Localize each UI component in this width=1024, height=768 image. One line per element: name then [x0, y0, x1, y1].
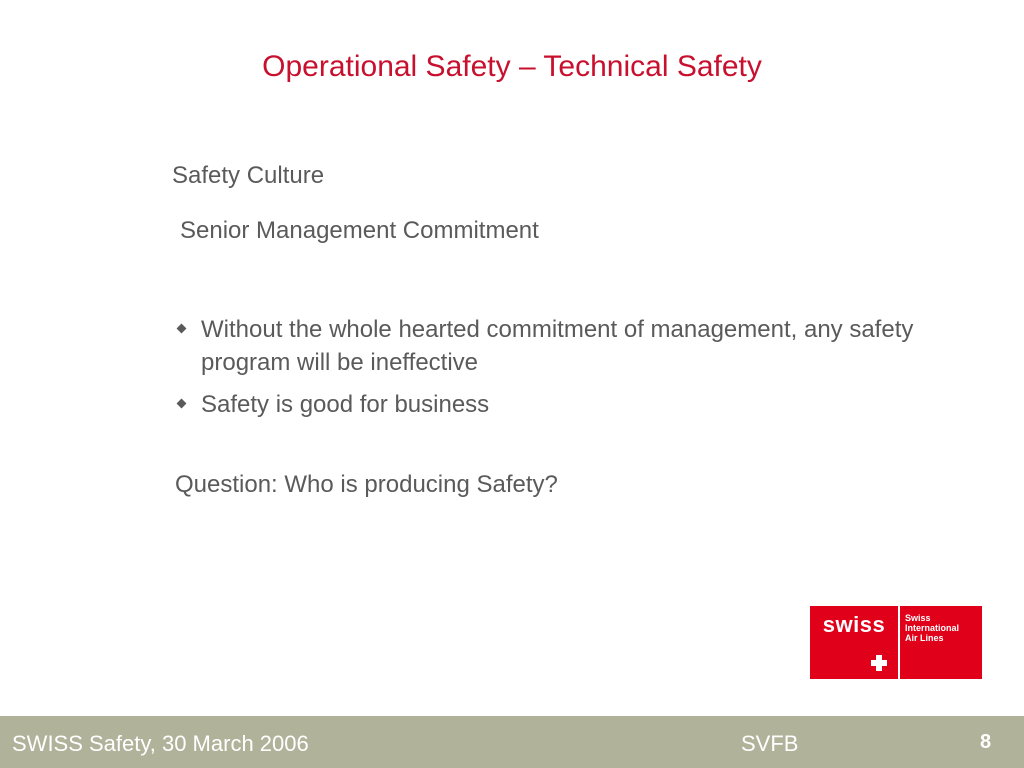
- slide-title: Operational Safety – Technical Safety: [262, 50, 762, 83]
- bullet-list: [174, 313, 934, 430]
- swiss-logo: [810, 606, 982, 679]
- diamond-bullet-icon: [177, 324, 187, 334]
- list-item: [174, 313, 934, 379]
- footer-org: SVFB: [741, 731, 799, 756]
- list-item: [174, 388, 934, 421]
- footer-bar: [0, 716, 1024, 768]
- logo-tagline: [900, 606, 982, 679]
- bullet-text: Safety is good for business: [201, 391, 490, 418]
- logo-mark: [810, 606, 898, 679]
- footer-text: SWISS Safety, 30 March 2006: [12, 731, 309, 756]
- question-text: Question: Who is producing Safety?: [175, 471, 558, 498]
- logo-line: Air Lines: [905, 633, 944, 643]
- logo-wordmark: swiss: [822, 612, 886, 637]
- swiss-cross-icon: [871, 655, 887, 671]
- logo-line: Swiss: [905, 613, 931, 623]
- bullet-text: Without the whole hearted commitment of management, any safety program will be ineffective: [201, 316, 914, 376]
- section-heading: Safety Culture: [172, 162, 325, 189]
- subsection-heading: Senior Management Commitment: [180, 217, 539, 244]
- logo-line: International: [905, 623, 960, 633]
- diamond-bullet-icon: [177, 399, 187, 409]
- page-number: 8: [980, 731, 992, 753]
